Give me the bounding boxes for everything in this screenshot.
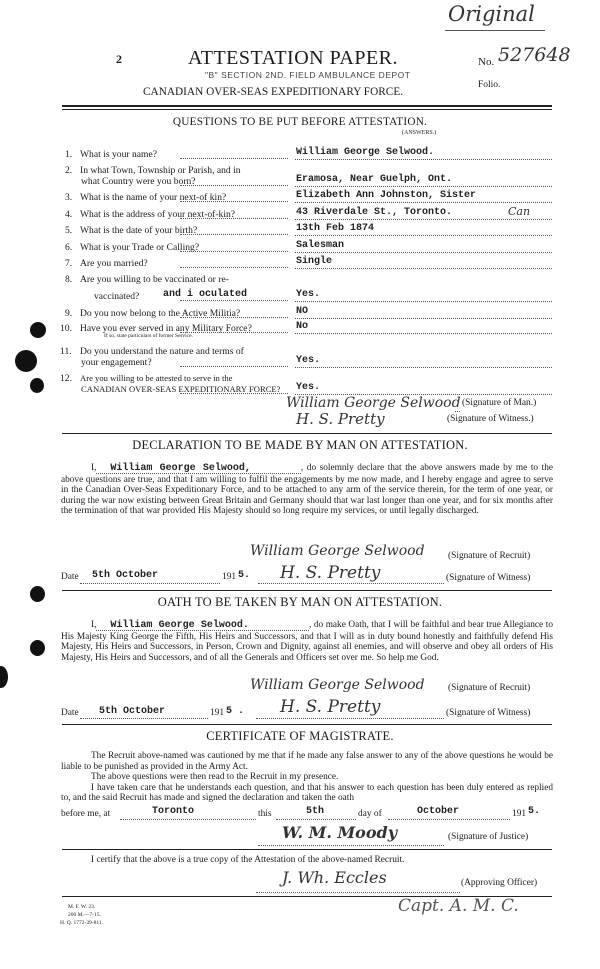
declaration-year-prefix: 191	[222, 572, 237, 582]
oath-date-label: Date	[61, 708, 79, 718]
unit-stamp: "B" SECTION 2ND. FIELD AMBULANCE DEPOT	[205, 70, 411, 80]
answer-line	[295, 268, 552, 269]
answer-12: Yes.	[296, 382, 321, 393]
answer-line	[295, 367, 552, 368]
question-text: What is the name of your next-of kin?	[80, 192, 227, 203]
question-text: What is the date of your birth?	[80, 225, 198, 236]
dotted-line	[120, 819, 256, 820]
signature-witness: H. S. Pretty	[296, 410, 385, 428]
oath-year-prefix: 191	[210, 708, 225, 718]
dotted-line	[455, 411, 460, 412]
dotted-line	[276, 819, 356, 820]
original-note: Original	[448, 2, 535, 26]
dotted-line	[256, 892, 460, 893]
question-text: Are you married?	[80, 258, 148, 269]
declaration-date: 5th October	[92, 570, 159, 581]
answer-10: No	[296, 321, 309, 332]
question-text: what Country were you born?	[81, 176, 196, 187]
question-text: vaccinated?	[94, 291, 140, 302]
vaccination-note: and i oculated	[163, 289, 248, 300]
declaration-signature-witness-label: (Signature of Witness)	[446, 573, 531, 583]
folio-label: Folio.	[478, 80, 501, 90]
declaration-year-digit: 5.	[238, 570, 251, 581]
dotted-line	[180, 218, 288, 219]
officer-rank-note: Capt. A. M. C.	[398, 896, 519, 916]
question-number: 10.	[60, 323, 72, 334]
answer-2: Eramosa, Near Guelph, Ont.	[296, 174, 453, 185]
certificate-month: October	[417, 806, 460, 817]
answer-8: Yes.	[296, 289, 321, 300]
dotted-line	[180, 300, 288, 301]
dotted-line	[180, 332, 288, 333]
certificate-place: Toronto	[152, 806, 195, 817]
section-rule	[62, 590, 552, 591]
certificate-text: The Recruit above-named was cautioned by me that if he made any false answer to any of the above questions he would be liable to be punished as provided in the Army Act. The above questions were then read to the Recruit in my presence. I have taken care that he understands each question, and that his answer to each question has been duly entered as replied to, and the said Recruit has made and signed the declaration and taken the oath	[61, 751, 553, 804]
answer-9: NO	[296, 306, 309, 317]
question-number: 8.	[65, 274, 73, 285]
dotted-line	[80, 583, 220, 584]
punch-hole	[30, 322, 46, 338]
answer-11: Yes.	[296, 355, 321, 366]
punch-hole	[30, 378, 44, 393]
declaration-signature-recruit-label: (Signature of Recruit)	[448, 551, 531, 561]
day-of-label: day of	[358, 809, 382, 819]
question-text: CANADIAN OVER-SEAS EXPEDITIONARY FORCE?	[81, 384, 281, 394]
dotted-line	[180, 251, 288, 252]
declaration-signature-witness: H. S. Pretty	[280, 563, 381, 583]
dotted-line	[180, 185, 288, 186]
question-text: In what Town, Township or Parish, and in	[80, 165, 241, 176]
approving-officer-label: (Approving Officer)	[461, 878, 538, 888]
answer-4: 43 Riverdale St., Toronto.	[296, 207, 453, 218]
section-rule	[62, 849, 552, 850]
question-number: 12.	[60, 373, 72, 384]
answer-line	[295, 202, 552, 203]
question-number: 1.	[65, 149, 73, 160]
question-text: Do you understand the nature and terms of	[80, 346, 244, 357]
regimental-number-label: No.	[478, 56, 495, 68]
dotted-line	[180, 234, 288, 235]
document-subtitle: CANADIAN OVER-SEAS EXPEDITIONARY FORCE.	[143, 86, 404, 98]
question-text: Are you willing to be vaccinated or re-	[80, 274, 229, 285]
dotted-line	[388, 819, 510, 820]
dotted-line	[180, 201, 288, 202]
page-number: 2	[116, 52, 122, 66]
signature-man-label: (Signature of Man.)	[462, 398, 537, 408]
question-text: Are you willing to be attested to serve in the	[80, 373, 233, 383]
answers-label: (ANSWERS.)	[402, 130, 437, 136]
signature-approving-officer: J. Wh. Eccles	[282, 868, 387, 887]
certificate-day: 5th	[306, 806, 325, 817]
question-number: 11.	[60, 346, 72, 357]
dotted-line	[80, 718, 208, 719]
dotted-line	[180, 267, 288, 268]
declaration-date-label: Date	[61, 572, 79, 582]
punch-hole	[15, 350, 37, 372]
oath-signature-witness: H. S. Pretty	[280, 697, 381, 717]
regimental-number: 527648	[498, 44, 571, 66]
question-text: Do you now belong to the Active Militia?	[80, 308, 241, 319]
section-rule	[62, 433, 552, 434]
question-text: Have you ever served in any Military Force?	[80, 323, 252, 334]
oath-text: I, William George Selwood. , do make Oath, that I will be faithful and bear true Allegiance to His Majesty King George the Fifth, His Heirs and Successors, and that I will as in duty bound honestly and faithfully defend His Majesty, His Heirs and Successors, in Person, Crown and Dignity, against all enemies, and will observe and obey all orders of His Majesty, His Heirs and Successors, and of all the Generals and Officers set over me. So help me God.	[61, 620, 553, 663]
certificate-year-prefix: 191	[512, 809, 527, 819]
dotted-line	[258, 845, 444, 846]
declaration-heading: DECLARATION TO BE MADE BY MAN ON ATTESTATION.	[132, 438, 468, 452]
dotted-line	[180, 317, 288, 318]
oath-year-digit: 5 .	[226, 706, 245, 717]
signature-man: William George Selwood	[286, 395, 461, 411]
answer-line	[295, 318, 552, 319]
double-rule	[62, 109, 552, 110]
signature-justice: W. M. Moody	[282, 823, 398, 842]
answer-line	[295, 235, 552, 236]
questions-heading: QUESTIONS TO BE PUT BEFORE ATTESTATION.	[172, 116, 428, 128]
before-me-label: before me, at	[61, 809, 111, 819]
question-number: 7.	[65, 258, 73, 269]
dotted-line	[180, 393, 288, 394]
answer-3: Elizabeth Ann Johnston, Sister	[296, 190, 477, 201]
oath-signature-recruit-label: (Signature of Recruit)	[448, 683, 531, 693]
punch-hole	[30, 640, 45, 656]
certificate-year-digit: 5.	[528, 806, 541, 817]
question-number: 9.	[65, 308, 73, 319]
question-text: What is your Trade or Calling?	[80, 242, 200, 253]
oath-taker-name: William George Selwood.	[110, 620, 249, 631]
this-label: this	[258, 809, 272, 819]
answer-note: Can	[508, 205, 531, 218]
question-number: 2.	[65, 165, 73, 176]
oath-signature-witness-label: (Signature of Witness)	[446, 708, 531, 718]
oath-signature-recruit: William George Selwood	[250, 677, 425, 693]
original-underline	[445, 30, 545, 31]
answer-6: Salesman	[296, 240, 345, 251]
punch-hole	[0, 666, 8, 688]
question-text: What is the address of your next-of-kin?	[80, 209, 236, 220]
question-number: 6.	[65, 242, 73, 253]
answer-line	[295, 159, 552, 160]
document-title: ATTESTATION PAPER.	[188, 47, 399, 69]
question-number: 5.	[65, 225, 73, 236]
section-rule	[62, 724, 552, 725]
declarant-name: William George Selwood,	[110, 463, 251, 474]
declaration-signature-recruit: William George Selwood	[250, 543, 425, 559]
double-rule	[62, 105, 552, 107]
signature-witness-label: (Signature of Witness.)	[447, 414, 534, 424]
declaration-text: I, William George Selwood, , do solemnly declare that the above answers made by me to the above questions are true, and that I am willing to fulfil the engagements by me now made, and I hereby engage and agree to serve in the Canadian Over-Seas Expeditionary Force, and to be attached to any arm of the service therein, for the term of one year, or during the war now existing between Great Britain and Germany should that war last longer than one year, and for six months after the termination of that war provided His Majesty should so long require my services, or until legally discharged.	[61, 463, 553, 517]
question-number: 3.	[65, 192, 73, 203]
oath-date: 5th October	[99, 706, 166, 717]
answer-5: 13th Feb 1874	[296, 223, 375, 234]
copy-certification-text: I certify that the above is a true copy of the Attestation of the above-named Recruit.	[91, 855, 405, 865]
dotted-line	[180, 158, 288, 159]
answer-1: William George Selwood.	[296, 147, 435, 158]
answer-line	[295, 186, 552, 187]
question-number: 4.	[65, 209, 73, 220]
question-text: What is your name?	[80, 149, 157, 160]
answer-7: Single	[296, 256, 333, 267]
answer-line	[295, 301, 552, 302]
question-subnote: If so, state particulars of former Service.	[104, 333, 193, 339]
oath-heading: OATH TO BE TAKEN BY MAN ON ATTESTATION.	[157, 595, 443, 609]
form-codes: M. F. W. 23. 200 M.—7-15. H. Q. 1772-39-811.	[60, 904, 104, 926]
answer-line	[295, 252, 552, 253]
dotted-line	[256, 718, 444, 719]
dotted-line	[180, 366, 288, 367]
certificate-heading: CERTIFICATE OF MAGISTRATE.	[206, 729, 394, 743]
question-text: your engagement?	[81, 357, 152, 368]
dotted-line	[258, 583, 444, 584]
signature-justice-label: (Signature of Justice)	[448, 832, 529, 842]
answer-line	[295, 333, 552, 334]
answer-line	[295, 219, 552, 220]
